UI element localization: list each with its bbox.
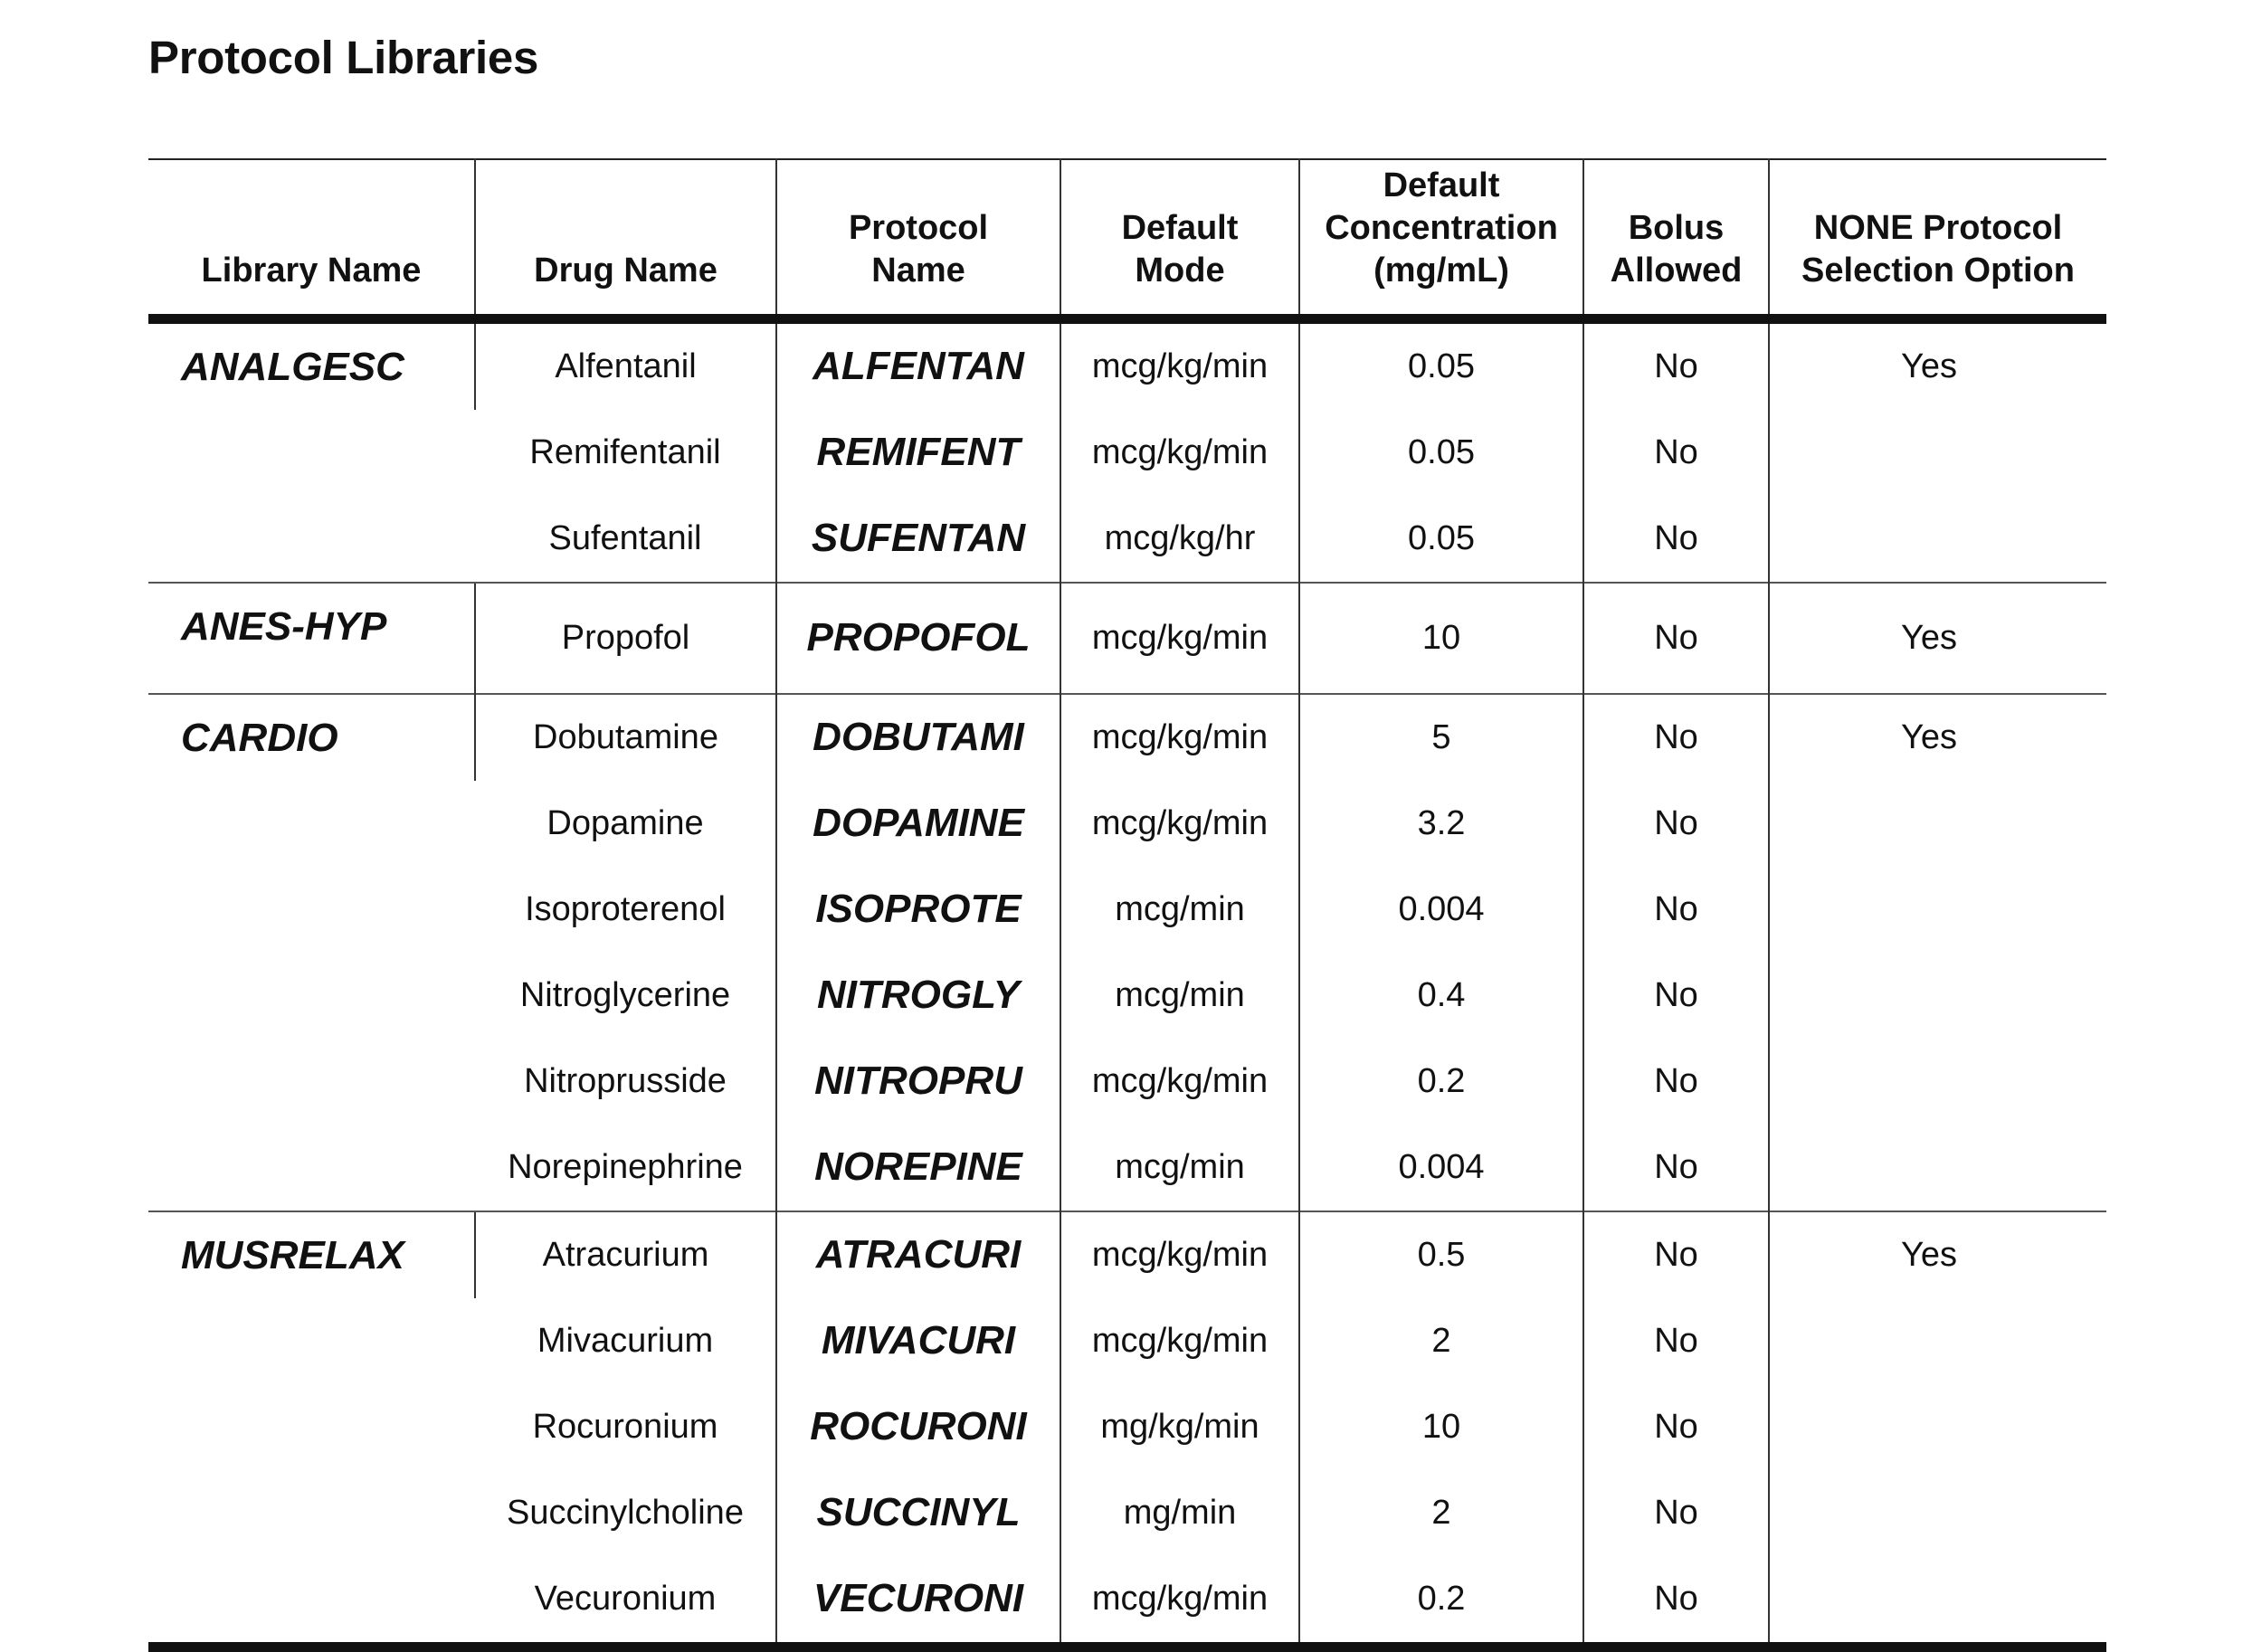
- default-concentration-cell: 10: [1299, 583, 1583, 694]
- library-name-cell: MUSRELAX: [148, 1211, 475, 1647]
- bolus-allowed-cell: No: [1583, 694, 1769, 781]
- drug-name-cell: Vecuronium: [534, 1580, 717, 1618]
- bolus-allowed-cell: No: [1583, 953, 1769, 1039]
- page-title: Protocol Libraries: [148, 32, 539, 83]
- default-mode-cell: mcg/kg/min: [1060, 694, 1299, 781]
- drug-name-cell: Nitroprusside: [524, 1062, 727, 1100]
- none-protocol-cell-empty: [1769, 1298, 2106, 1384]
- table-header: [148, 159, 2106, 318]
- drug-name-cell: Norepinephrine: [508, 1148, 743, 1186]
- header-none-line1: NONE Protocol: [1813, 208, 2063, 247]
- drug-name-cell: Propofol: [475, 583, 776, 694]
- header-conc-line3: (mg/mL): [1373, 251, 1509, 290]
- header-protocol-name: [776, 159, 1060, 318]
- protocol-libraries-table: [148, 158, 2106, 1652]
- none-protocol-cell: Yes: [1769, 1211, 2106, 1298]
- none-protocol-cell-empty: [1769, 1384, 2106, 1470]
- default-concentration-cell: 0.2: [1299, 1556, 1583, 1647]
- default-mode-cell: mcg/kg/min: [1060, 1039, 1299, 1125]
- bolus-allowed-cell: No: [1583, 1470, 1769, 1556]
- default-mode-cell: mcg/kg/min: [1060, 318, 1299, 410]
- protocol-name-cell: ALFENTAN: [776, 318, 1060, 410]
- bolus-allowed-cell: No: [1583, 583, 1769, 694]
- table-body: [148, 318, 2106, 1647]
- header-mode-line1: Default: [1121, 208, 1239, 247]
- header-bolus-line1: Bolus: [1628, 208, 1725, 247]
- library-name-cell: ANALGESC: [181, 344, 404, 389]
- header-bolus-line2: Allowed: [1610, 251, 1743, 290]
- header-drug-name-text: Drug Name: [534, 251, 718, 290]
- default-mode-cell: mg/min: [1060, 1470, 1299, 1556]
- none-protocol-cell: Yes: [1769, 694, 2106, 781]
- drug-name-cell: Mivacurium: [537, 1322, 714, 1360]
- default-mode-cell: mcg/kg/min: [1060, 583, 1299, 694]
- table-row: [148, 694, 2106, 781]
- protocol-name-cell: DOBUTAMI: [776, 694, 1060, 781]
- table-row: [148, 583, 2106, 694]
- default-concentration-cell: 3.2: [1299, 781, 1583, 867]
- none-protocol-cell-empty: [1769, 1470, 2106, 1556]
- none-protocol-cell-empty: [1769, 410, 2106, 496]
- header-default-mode: [1060, 159, 1299, 318]
- table-row: [148, 318, 2106, 410]
- default-concentration-cell: 2: [1299, 1470, 1583, 1556]
- bolus-allowed-cell: No: [1583, 867, 1769, 953]
- bolus-allowed-cell: No: [1583, 1125, 1769, 1211]
- default-concentration-cell: 0.4: [1299, 953, 1583, 1039]
- default-mode-cell: mcg/min: [1060, 953, 1299, 1039]
- default-concentration-cell: 0.05: [1299, 496, 1583, 583]
- bolus-allowed-cell: No: [1583, 496, 1769, 583]
- default-concentration-cell: 0.5: [1299, 1211, 1583, 1298]
- none-protocol-cell-empty: [1769, 1556, 2106, 1647]
- drug-name-cell: Succinylcholine: [507, 1494, 744, 1532]
- header-mode-line2: Mode: [1135, 251, 1225, 290]
- header-conc-line1: Default: [1383, 166, 1500, 204]
- protocol-name-cell: NITROPRU: [776, 1039, 1060, 1125]
- bolus-allowed-cell: No: [1583, 1298, 1769, 1384]
- protocol-name-cell: SUFENTAN: [776, 496, 1060, 583]
- drug-name-cell: Alfentanil: [475, 318, 776, 410]
- bolus-allowed-cell: No: [1583, 1384, 1769, 1470]
- default-concentration-cell: 2: [1299, 1298, 1583, 1384]
- none-protocol-cell-empty: [1769, 1039, 2106, 1125]
- protocol-name-cell: NITROGLY: [776, 953, 1060, 1039]
- default-concentration-cell: 0.004: [1299, 867, 1583, 953]
- header-bolus-allowed: [1583, 159, 1769, 318]
- none-protocol-cell-empty: [1769, 867, 2106, 953]
- protocol-name-cell: PROPOFOL: [776, 583, 1060, 694]
- protocol-name-cell: MIVACURI: [776, 1298, 1060, 1384]
- bolus-allowed-cell: No: [1583, 1211, 1769, 1298]
- protocol-name-cell: SUCCINYL: [776, 1470, 1060, 1556]
- header-library-name: [148, 159, 475, 318]
- default-concentration-cell: 0.05: [1299, 318, 1583, 410]
- default-mode-cell: mcg/kg/min: [1060, 781, 1299, 867]
- default-mode-cell: mcg/min: [1060, 1125, 1299, 1211]
- protocol-name-cell: DOPAMINE: [776, 781, 1060, 867]
- protocol-name-cell: NOREPINE: [776, 1125, 1060, 1211]
- protocol-name-cell: ATRACURI: [776, 1211, 1060, 1298]
- default-mode-cell: mcg/kg/min: [1060, 1298, 1299, 1384]
- drug-name-cell: Dobutamine: [475, 694, 776, 781]
- header-drug-name: [475, 159, 776, 318]
- library-name-cell: ANES-HYP: [148, 583, 475, 694]
- bolus-allowed-cell: No: [1583, 781, 1769, 867]
- default-mode-cell: mcg/kg/min: [1060, 1211, 1299, 1298]
- drug-name-cell: Nitroglycerine: [519, 976, 731, 1014]
- header-none-line2: Selection Option: [1801, 251, 2075, 290]
- none-protocol-cell: Yes: [1769, 583, 2106, 694]
- default-mode-cell: mcg/kg/min: [1060, 410, 1299, 496]
- header-row: [148, 159, 2106, 318]
- default-mode-cell: mcg/min: [1060, 867, 1299, 953]
- none-protocol-cell-empty: [1769, 953, 2106, 1039]
- default-concentration-cell: 0.004: [1299, 1125, 1583, 1211]
- bolus-allowed-cell: No: [1583, 318, 1769, 410]
- none-protocol-cell: Yes: [1769, 318, 2106, 410]
- default-mode-cell: mg/kg/min: [1060, 1384, 1299, 1470]
- header-conc-line2: Concentration: [1325, 208, 1558, 247]
- none-protocol-cell-empty: [1769, 781, 2106, 867]
- header-library-name-text: Library Name: [201, 251, 422, 290]
- protocol-name-cell: ROCURONI: [776, 1384, 1060, 1470]
- header-none-protocol: [1769, 159, 2106, 318]
- protocol-name-cell: ISOPROTE: [776, 867, 1060, 953]
- bolus-allowed-cell: No: [1583, 1556, 1769, 1647]
- header-protocol-line1: Protocol: [848, 208, 989, 247]
- drug-name-cell: Sufentanil: [548, 519, 702, 557]
- default-concentration-cell: 0.2: [1299, 1039, 1583, 1125]
- drug-name-cell: Remifentanil: [529, 433, 721, 471]
- bolus-allowed-cell: No: [1583, 1039, 1769, 1125]
- none-protocol-cell-empty: [1769, 496, 2106, 583]
- protocol-name-cell: REMIFENT: [776, 410, 1060, 496]
- header-default-concentration: [1299, 159, 1583, 318]
- protocol-name-cell: VECURONI: [776, 1556, 1060, 1647]
- bolus-allowed-cell: No: [1583, 410, 1769, 496]
- default-concentration-cell: 5: [1299, 694, 1583, 781]
- library-name-cell: CARDIO: [148, 694, 475, 1211]
- drug-name-cell: Rocuronium: [532, 1408, 718, 1446]
- default-mode-cell: mcg/kg/min: [1060, 1556, 1299, 1647]
- none-protocol-cell-empty: [1769, 1125, 2106, 1211]
- drug-name-cell: Isoproterenol: [525, 890, 726, 928]
- drug-name-cell: Dopamine: [546, 804, 704, 842]
- header-protocol-line2: Name: [871, 251, 965, 290]
- default-concentration-cell: 0.05: [1299, 410, 1583, 496]
- default-concentration-cell: 10: [1299, 1384, 1583, 1470]
- default-mode-cell: mcg/kg/hr: [1060, 496, 1299, 583]
- table-row: [148, 1211, 2106, 1298]
- drug-name-cell: Atracurium: [475, 1211, 776, 1298]
